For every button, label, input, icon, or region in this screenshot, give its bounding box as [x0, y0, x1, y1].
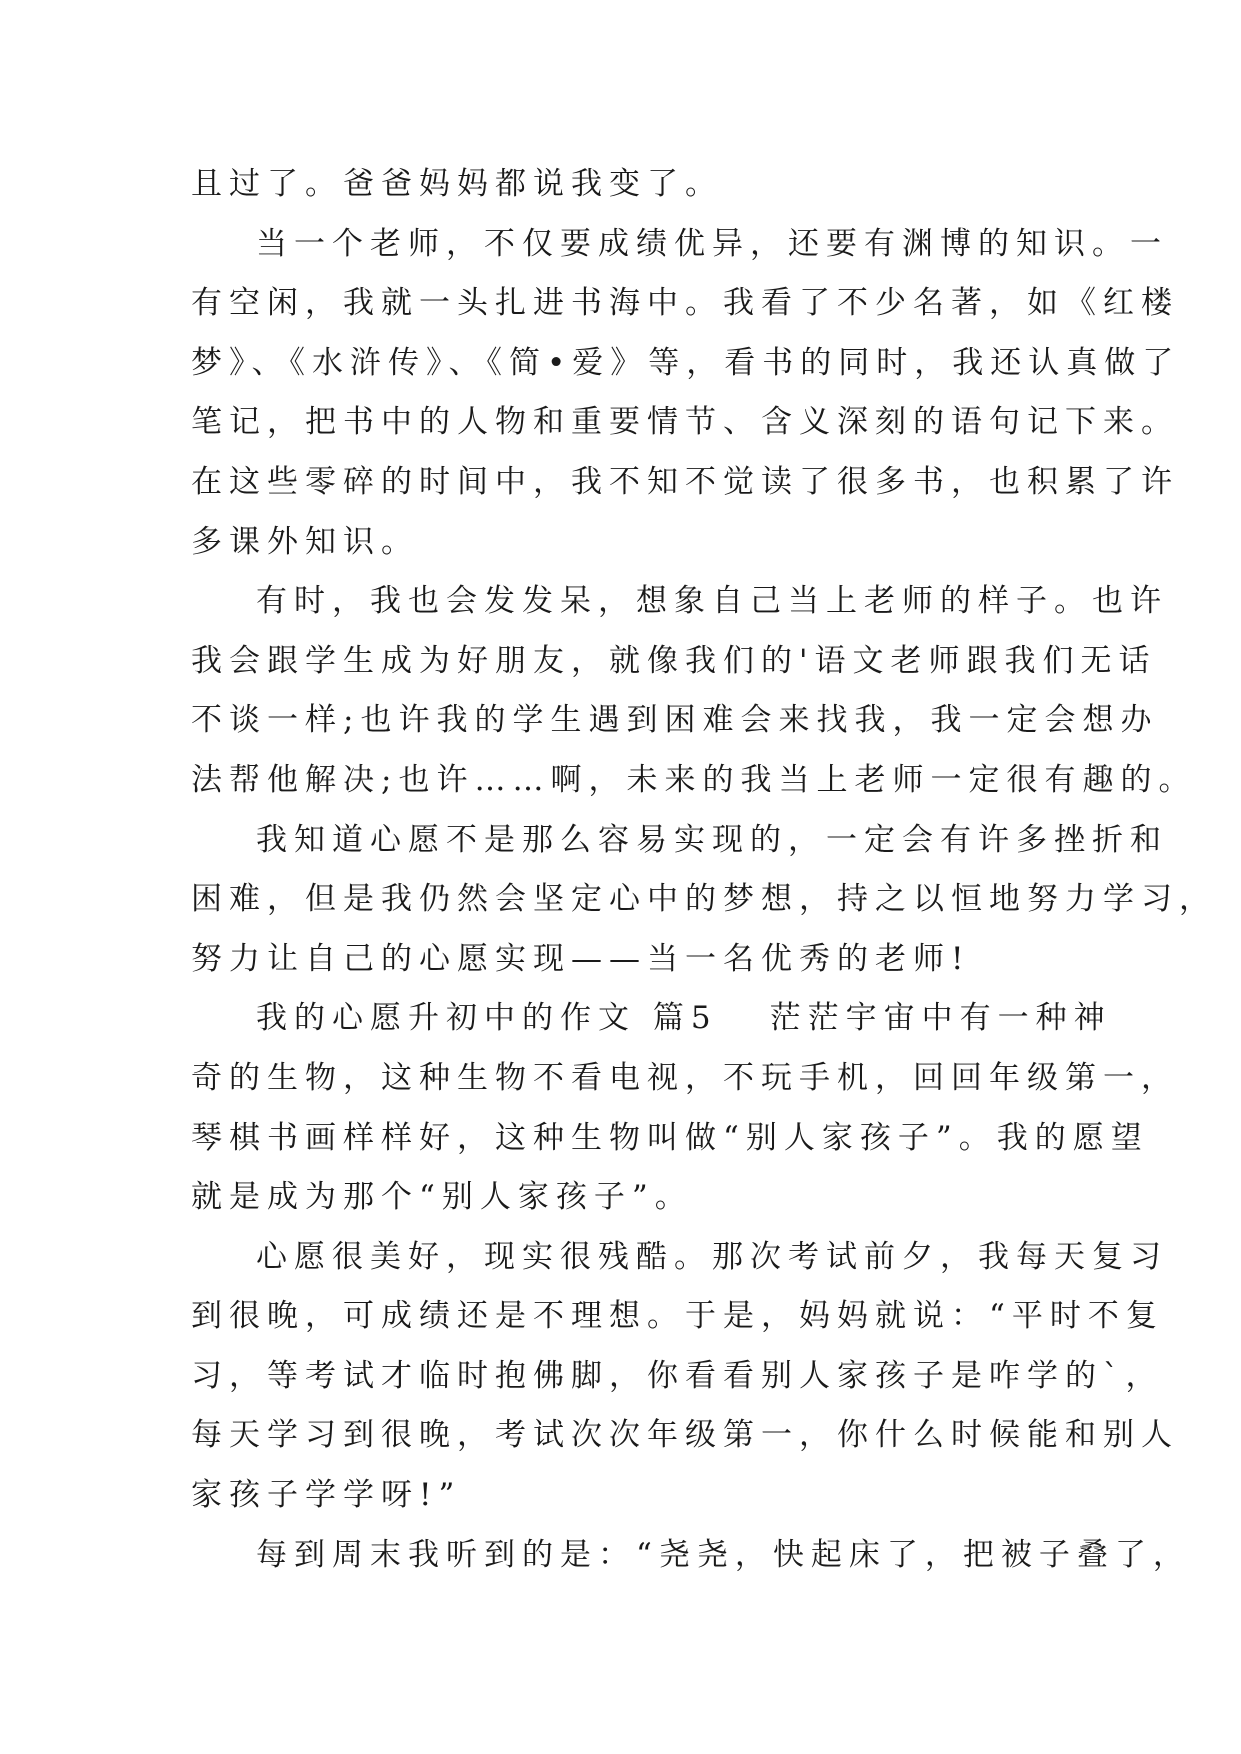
text-line: 家孩子学学呀!”: [191, 1477, 462, 1514]
text-line: 不谈一样;也许我的学生遇到困难会来找我，我一定会想办: [191, 702, 1159, 739]
text-line: 多课外知识。: [191, 523, 419, 560]
text-line: 困难，但是我仍然会坚定心中的梦想，持之以恒地努力学习，: [191, 881, 1217, 918]
text-line: 当一个老师，不仅要成绩优异，还要有渊博的知识。一: [256, 225, 1168, 262]
essay-text: [191, 155, 1217, 1585]
section-heading-line: [191, 989, 1112, 1049]
text-line: 琴棋书画样样好，这种生物叫做“别人家孩子”。我的愿望: [191, 1119, 1149, 1156]
text-line: 笔记，把书中的人物和重要情节、含义深刻的语句记下来。: [191, 404, 1179, 441]
text-line: 奇的生物，这种生物不看电视，不玩手机，回回年级第一，: [191, 1059, 1179, 1096]
text-line: 每到周末我听到的是：“尧尧，快起床了，把被子叠了，: [256, 1536, 1191, 1573]
text-line: 每天学习到很晚，考试次次年级第一，你什么时候能和别人: [191, 1417, 1179, 1454]
text-line: 心愿很美好，现实很残酷。那次考试前夕，我每天复习: [256, 1238, 1168, 1275]
text-line: 到很晚，可成绩还是不理想。于是，妈妈就说：“平时不复: [191, 1298, 1164, 1335]
text-line: 且过了。爸爸妈妈都说我变了。: [191, 166, 723, 202]
text-line: 我知道心愿不是那么容易实现的，一定会有许多挫折和: [256, 821, 1168, 858]
text-line: 习，等考试才临时抱佛脚，你看看别人家孩子是咋学的`，: [191, 1357, 1164, 1394]
text-line: 就是成为那个“别人家孩子”。: [191, 1179, 693, 1216]
text-line: 我会跟学生成为好朋友，就像我们的'语文老师跟我们无话: [191, 642, 1157, 679]
text-line: 法帮他解决;也许……啊，未来的我当上老师一定很有趣的。: [191, 761, 1197, 798]
text-line: 梦》、《水浒传》、《简•爱》等，看书的同时，我还认真做了: [191, 344, 1181, 381]
text-line: 努力让自己的心愿实现——当一名优秀的老师!: [191, 940, 971, 977]
paragraph-start: 茫茫宇宙中有一种神: [769, 1000, 1112, 1037]
text-line: 有时，我也会发发呆，想象自己当上老师的样子。也许: [256, 583, 1168, 620]
text-line: 有空闲，我就一头扎进书海中。我看了不少名著，如《红楼: [191, 285, 1179, 322]
text-line: 在这些零碎的时间中，我不知不觉读了很多书，也积累了许: [191, 463, 1179, 500]
section-heading: 我的心愿升初中的作文 篇5: [256, 1000, 718, 1037]
